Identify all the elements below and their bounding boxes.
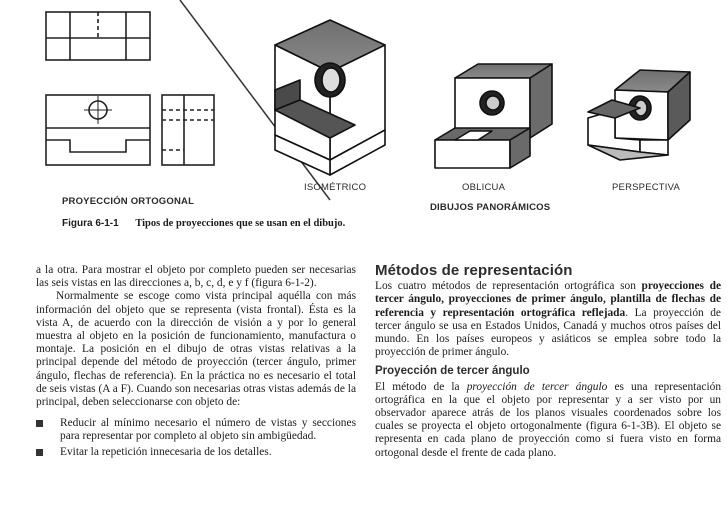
subsection-heading: Proyección de tercer ángulo [375,365,530,378]
right-paragraph-2 [375,381,721,460]
orthographic-views [46,12,214,165]
figure-caption [62,218,345,229]
section-heading: Métodos de representación [375,262,573,279]
p2-italic-term: proyección de tercer ángulo [466,380,608,393]
p2-text-a: El método de la [375,380,467,393]
p2-text-c: es una representación ortográfica en la que el objeto por representar y a ser visto por un observador aparece atrás de los planos visuales coordenados sobre los cuales se proyecta el objeto ortogonalmente (figura 6-1-3B). El objeto se representa en cada plano de proyección como si fuera visto en forma ortogonal desde el frente de cada plano. [375,380,722,459]
left-paragraph-1: a la otra. Para mostrar el objeto por completo pueden ser necesarias las seis vistas en las direcciones a, b, c, d, e y f (figura 6-1-2). [36,264,356,290]
label-oblique: OBLICUA [462,182,506,193]
left-column [36,264,356,461]
label-orthographic: PROYECCIÓN ORTOGONAL [62,196,195,207]
bullet-item-1: Reducir al mínimo necesario el número de vistas y secciones para representar por completo al objeto sin ambigüedad. [36,417,356,443]
bullet-item-2: Evitar la repetición innecesaria de los detalles. [36,446,356,459]
right-paragraph-1 [375,280,721,359]
left-paragraph-2: Normalmente se escoge como vista principal aquélla con más información del objeto que se representa (vista frontal). Ésta es la vista A, de acuerdo con la dirección de visión a y por lo general muestra al objeto en la posición de funcionamiento, manufactura o montaje. La posición en el dibujo de otras vistas relativas a la principal depende del método de proyección (tercer ángulo, primer ángulo, flechas de referencia). En la práctica no es necesario el total de seis vistas (A a F). Cuando son necesarias otras vistas además de la principal, deben seleccionarse con objeto de: [36,290,356,409]
p1-text-a: Los cuatro métodos de representación ortográfica son [375,280,642,293]
bullet-list [36,417,356,459]
side-view [162,95,214,165]
isometric-object [275,20,385,175]
top-view [46,12,150,60]
perspective-object [588,70,690,160]
p1-bold-methods: proyecciones de tercer ángulo, proyecciones de primer ángulo, plantilla de flechas de referencia y representación ortográfica reflejada [375,280,721,319]
right-column [375,264,721,460]
p1-text-c: . La proyección de tercer ángulo se usa en Estados Unidos, Canadá y muchos otros países del mundo. En los países europeos y asiáticos se emplea sobre todo la proyección de primer ángulo. [375,306,721,359]
front-view [46,95,150,165]
label-perspective: PERSPECTIVA [612,182,681,193]
label-pictorial: DIBUJOS PANORÁMICOS [430,202,551,213]
caption-text: Tipos de proyecciones que se usan en el dibujo. [135,218,346,229]
label-isometric: ISOMÉTRICO [304,182,367,193]
oblique-object [435,64,552,168]
caption-number: Figura 6-1-1 [62,218,119,229]
